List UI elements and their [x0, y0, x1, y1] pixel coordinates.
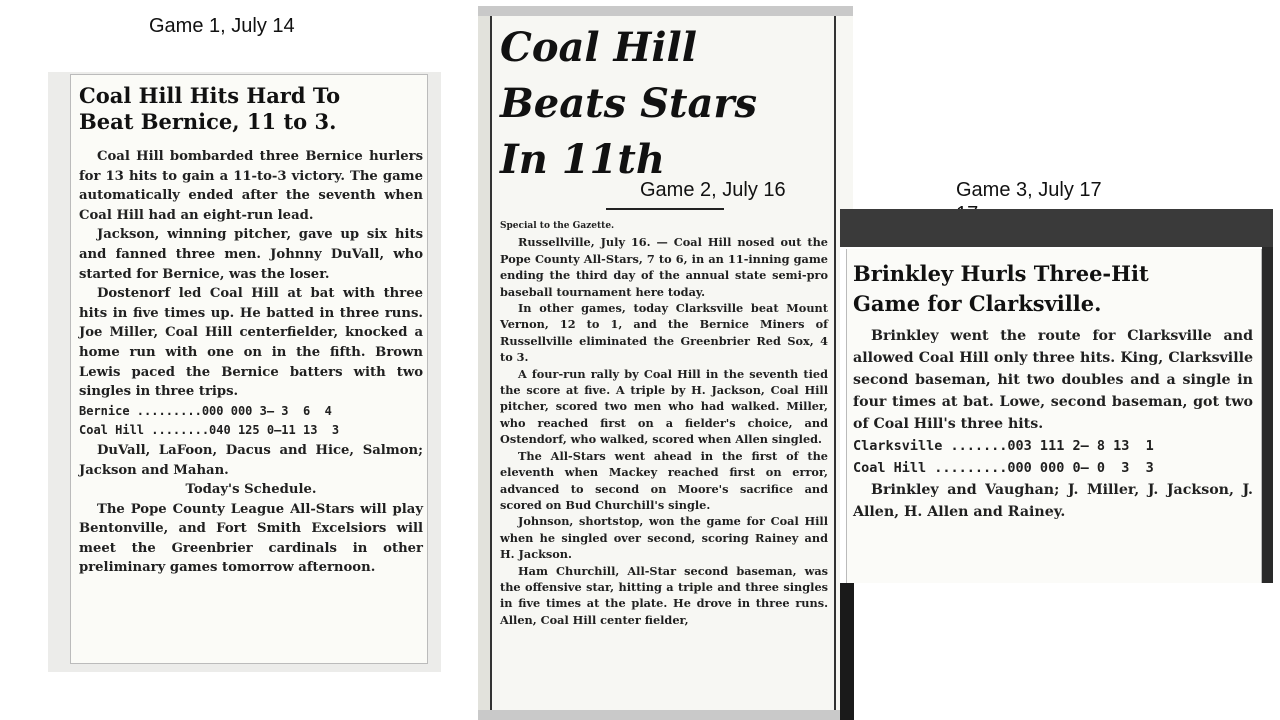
game1-headline: Coal Hill Hits Hard To Beat Bernice, 11 to 3.: [79, 83, 341, 134]
clipping-game-1: [48, 72, 441, 672]
game3-line-score-coal-hill: Coal Hill .........000 000 0— 0 3 3: [853, 460, 1154, 476]
top-bar: [840, 209, 1273, 247]
game1-batteries: DuVall, LaFoon, Dacus and Hice, Salmon; Jackson and Mahan.: [79, 442, 423, 478]
game3-batteries: Brinkley and Vaughan; J. Miller, J. Jackson, J. Allen, H. Allen and Rainey.: [853, 482, 1253, 520]
game2-headline-line-1: Coal Hill: [500, 24, 697, 71]
right-edge: [1262, 247, 1273, 583]
game1-paragraph-3: Dostenorf led Coal Hill at bat with three hits in five times up. He batted in three runs. Joe Miller, Coal Hill centerfielder, knocked a home run with one on in the fifth. Brown Lewis paced the Bernice batters with two singles in three trips.: [79, 286, 423, 400]
game2-headline-line-3: In 11th: [500, 136, 665, 183]
left-column-edge: [478, 16, 492, 720]
game1-paragraph-1: Coal Hill bombarded three Bernice hurlers for 13 hits to gain a 11-to-3 victory. The game automatically ended after the seventh when Coal Hill had an eight-run lead.: [79, 149, 423, 223]
game2-headline: [500, 20, 830, 188]
top-border: [478, 6, 853, 16]
game1-schedule: The Pope County League All-Stars will play Bentonville, and Fort Smith Excelsiors will meet the Greenbrier cardinals in other preliminary games tomorrow afternoon.: [79, 501, 423, 576]
bottom-border: [478, 710, 853, 720]
clipping-game-3: [840, 209, 1273, 720]
game1-paragraph-2: Jackson, winning pitcher, gave up six hits and fanned three men. Johnny DuVall, who started for Bernice, was the loser.: [79, 227, 423, 282]
game2-paragraph-3: A four-run rally by Coal Hill in the seventh tied the score at five. A triple by H. Jackson, Coal Hill pitcher, scored two men who had walked. Miller, who reached first on a fielder's choice, and Ostendorf, who walked, scored when Allen singled.: [500, 366, 828, 447]
game2-byline: Special to the Gazette.: [500, 221, 615, 231]
game2-paragraph-6: Ham Churchill, All-Star second baseman, was the offensive star, hitting a triple and three singles in five times at the plate. He drove in three runs. Allen, Coal Hill center fielder,: [500, 563, 828, 627]
game2-paragraph-5: Johnson, shortstop, won the game for Coal Hill when he singled over second, scoring Rainey and H. Jackson.: [500, 514, 828, 562]
caption-game-2: Game 2, July 16: [640, 179, 786, 201]
game3-headline: Brinkley Hurls Three-Hit Game for Clarksville.: [853, 261, 1149, 316]
headline-rule: [606, 208, 724, 210]
clipping-game-2: [478, 6, 853, 720]
game3-line-score-clarksville: Clarksville .......003 111 2— 8 13 1: [853, 438, 1154, 454]
game2-headline-line-2: Beats Stars: [500, 80, 757, 127]
game2-paragraph-2: In other games, today Clarksville beat Mount Vernon, 12 to 1, and the Bernice Miners of Russellville eliminated the Greenbrier Red Sox, 4 to 3.: [500, 301, 828, 365]
game1-line-score-coal-hill: Coal Hill ........040 125 0—11 13 3: [79, 423, 340, 438]
game2-paragraph-1: Russellville, July 16. — Coal Hill nosed out the Pope County All-Stars, 7 to 6, in an 11-inning game ending the third day of the annual state semi-pro baseball tournament here today.: [500, 235, 828, 299]
caption-game-1: Game 1, July 14: [149, 15, 295, 37]
game1-line-score-bernice: Bernice .........000 000 3— 3 6 4: [79, 403, 332, 418]
bottom-left-dark: [840, 583, 854, 720]
game3-paragraph-1: Brinkley went the route for Clarksville and allowed Coal Hill only three hits. King, Clarksville second baseman, hit two doubles and a single in four times at bat. Lowe, second baseman, got two of Coal Hill's three hits.: [853, 328, 1253, 432]
right-column-edge: [834, 16, 836, 720]
game1-schedule-heading: Today's Schedule.: [185, 482, 317, 498]
caption-game-3: Game 3, July 17: [956, 179, 1102, 201]
game2-paragraph-4: The All-Stars went ahead in the first of the eleventh when Mackey reached first on error, advanced to second on Moore's sacrifice and scored on Bud Churchill's single.: [500, 448, 828, 512]
